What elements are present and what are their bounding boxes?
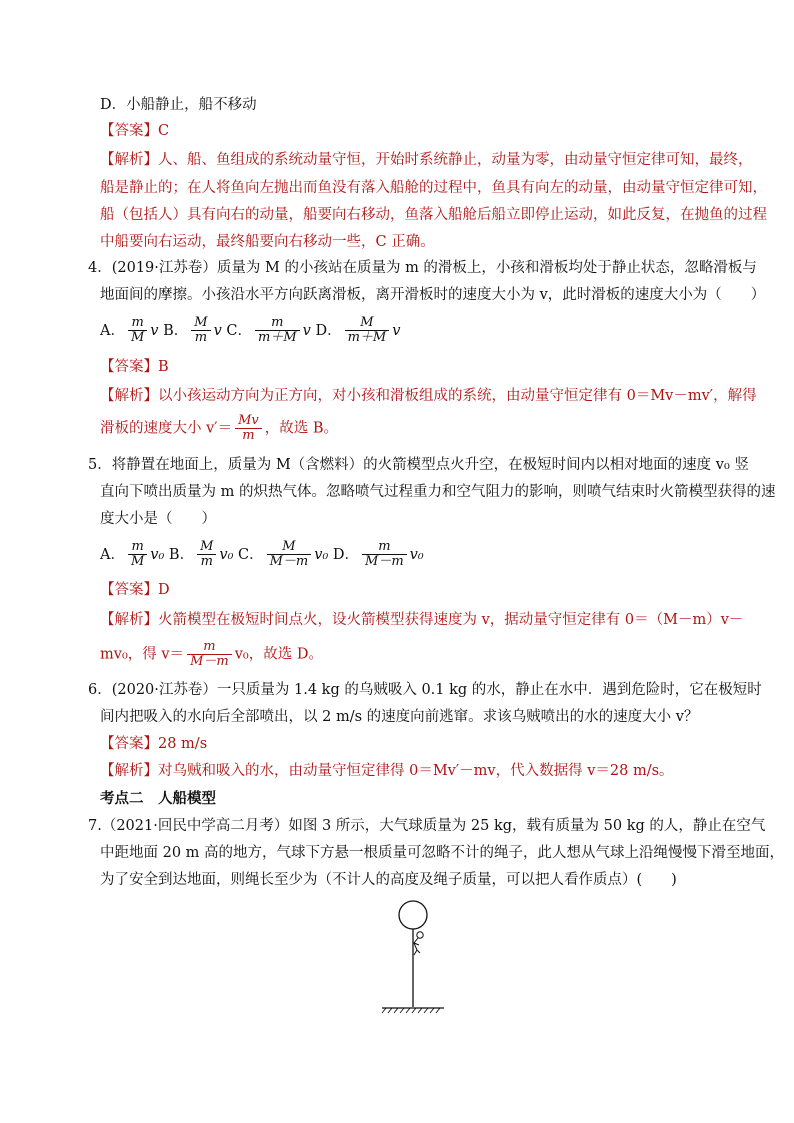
q4-option-a: A． $\frac{m}{M}$ v [100,315,159,345]
q5-options [100,540,424,569]
q5-analysis-line-2: mv₀，得 v＝ $\frac{m}{M-m}$ v₀，故选 D。 [100,639,323,669]
q4-stem-line-1: 4．(2019·江苏卷）质量为 M 的小孩站在质量为 m 的滑板上，小孩和滑板均处于静止状态，忽略滑板与 [88,260,757,276]
q6-stem-line-1: 6．(2020·江苏卷）一只质量为 1.4 kg 的乌贼吸入 0.1 kg 的水，静止在水中．遇到危险时，它在极短时 [88,682,762,698]
q5-stem-line-3: 度大小是（ ） [100,511,216,527]
q4-stem-line-2: 地面间的摩擦。小孩沿水平方向跃离滑板，离开滑板时的速度大小为 v，此时滑板的速度大小为（ ） [100,287,766,303]
q4-analysis-line-1: 【解析】以小孩运动方向为正方向，对小孩和滑板组成的系统，由动量守恒定律有 0＝Mv－mv′，解得 [100,388,757,404]
q5-option-d: D． $\frac{m}{M-m}$ v₀ [332,539,424,569]
section-heading: 考点二 人船模型 [100,791,216,807]
q3-option-d: D．小船静止，船不移动 [100,97,257,113]
balloon-circle [399,901,427,929]
person-figure [414,932,423,955]
q3-analysis-line-2: 船是静止的；在人将鱼向左抛出而鱼没有落入船舱的过程中，鱼具有向左的动量，由动量守恒定律可知， [100,180,767,196]
q5-stem-line-2: 直向下喷出质量为 m 的炽热气体。忽略喷气过程重力和空气阻力的影响，则喷气结束时火箭模型获得的速 [100,484,776,500]
q7-stem-line-1: 7.（2021·回民中学高二月考）如图 3 所示，大气球质量为 25 kg，载有质量为 50 kg 的人，静止在空气 [88,818,766,834]
q3-answer: 【答案】C [100,123,170,139]
balloon-figure [370,895,460,1020]
q5-answer: 【答案】D [100,582,170,598]
q5-stem-line-1: 5．将静置在地面上，质量为 M（含燃料）的火箭模型点火升空，在极短时间内以相对地面的速度 v₀ 竖 [88,457,749,473]
q6-analysis-line-1: 【解析】对乌贼和吸入的水，由动量守恒定律得 0＝Mv′－mv，代入数据得 v＝28 m/s。 [100,763,674,779]
q6-answer: 【答案】28 m/s [100,736,208,752]
q4-answer: 【答案】B [100,359,169,375]
q6-stem-line-2: 间内把吸入的水向后全部喷出，以 2 m/s 的速度向前逃窜。求该乌贼喷出的水的速度大小 v？ [100,709,699,725]
q3-analysis-line-3: 船（包括人）具有向右的动量，船要向右移动，鱼落入船舱后船立即停止运动，如此反复，在抛鱼的过程 [100,207,767,223]
q4-options [100,316,400,345]
q4-analysis-line-2: 滑板的速度大小 v′＝ $\frac{Mv}{m}$ ，故选 B。 [100,413,339,443]
q5-option-a: A． $\frac{m}{M}$ v₀ [100,539,165,569]
q3-analysis-line-1: 【解析】人、船、鱼组成的系统动量守恒，开始时系统静止，动量为零，由动量守恒定律可知，最终， [100,152,753,168]
q5-option-c: C． $\frac{M}{M-m}$ v₀ [238,539,329,569]
q7-stem-line-3: 为了安全到达地面，则绳长至少为（不计人的高度及绳子质量，可以把人看作质点）( ) [100,872,677,888]
q5-analysis-line-1: 【解析】火箭模型在极短时间点火，设火箭模型获得速度为 v，据动量守恒定律有 0＝（M－m）v－ [100,612,744,628]
q4-option-b: B． $\frac{M}{m}$ v [163,315,222,345]
q3-analysis-line-4: 中船要向右运动，最终船要向右移动一些，C 正确。 [100,234,435,250]
q5-option-b: B． $\frac{M}{m}$ v₀ [168,539,234,569]
q4-option-d: D． $\frac{M}{m+M}$ v [315,315,401,345]
ground-hatching [382,1008,440,1013]
q4-option-c: C． $\frac{m}{m+M}$ v [226,315,311,345]
q7-stem-line-2: 中距地面 20 m 高的地方，气球下方悬一根质量可忽略不计的绳子，此人想从气球上沿绳慢慢下滑至地面， [100,845,785,861]
